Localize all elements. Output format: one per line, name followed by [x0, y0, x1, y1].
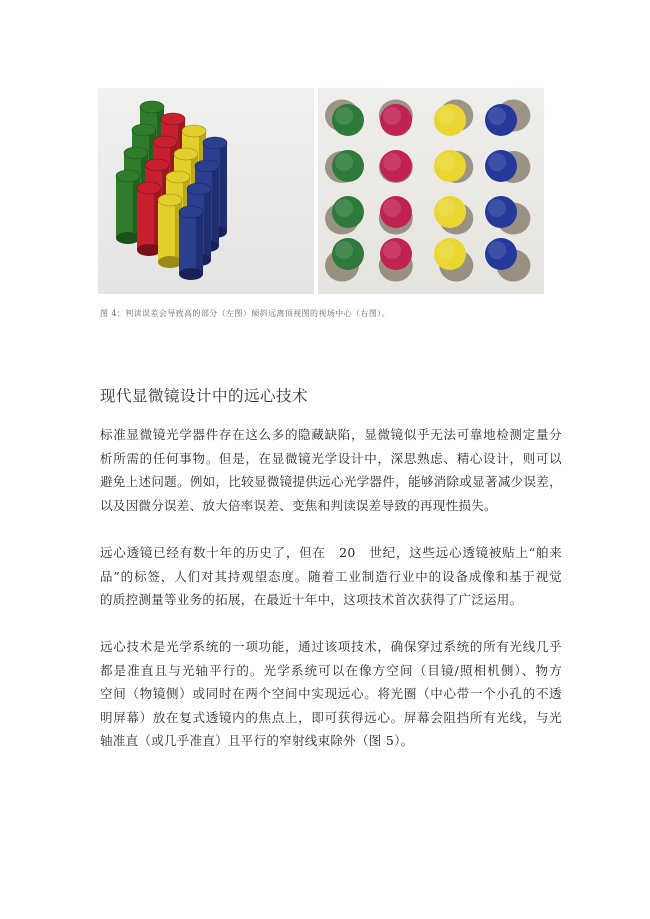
photo-top-view-rods — [318, 88, 544, 294]
paragraph-line: 远心透镜已经有数十年的历史了，但在 20 世纪，这些远心透镜被贴上“舶来 — [100, 545, 562, 560]
rod-end-mark — [485, 238, 530, 282]
rod-end-mark — [325, 150, 364, 183]
paragraph-line: 避免上述问题。例如，比较显微镜提供远心光学器件，能够消除或显著减少误差， — [100, 474, 562, 489]
rod-mark — [137, 182, 161, 256]
top-view-rods-illustration — [318, 88, 544, 294]
rod-end-mark — [485, 99, 530, 136]
rod-end-mark — [434, 99, 473, 136]
paragraph-line: 空间（物镜侧）或同时在两个空间中实现远心。将光圈（中心带一个小孔的不透 — [100, 686, 562, 701]
paragraph-line: 析所需的任何事物。但是，在显微镜光学设计中，深思熟虑、精心设计，则可以 — [100, 450, 562, 466]
rod-end-mark — [379, 99, 413, 136]
paragraph-1 — [100, 423, 562, 517]
paragraph-line: 远心技术是光学系统的一项功能，通过该项技术，确保穿过系统的所有光线几乎 — [100, 639, 562, 654]
rod-end-mark — [325, 196, 364, 235]
rod-end-mark — [379, 196, 413, 235]
paragraph-line: 品”的标签，人们对其持观望态度。随着工业制造行业中的设备成像和基于视觉 — [100, 568, 562, 584]
photo-angled-rods — [98, 88, 314, 294]
section-heading: 现代显微镜设计中的远心技术 — [100, 387, 309, 405]
paragraph-2 — [100, 541, 562, 612]
rod-end-mark — [379, 238, 413, 282]
rod-end-mark — [485, 150, 530, 183]
figure-4 — [98, 88, 544, 294]
angled-rods-illustration — [98, 88, 314, 294]
paragraph-line: 标准显微镜光学器件存在这么多的隐藏缺陷，显微镜似乎无法可靠地检测定量分 — [100, 427, 562, 442]
rod-end-mark — [485, 196, 530, 235]
paragraph-line: 轴准直（或几乎准直）且平行的窄射线束除外（图 5）。 — [100, 733, 414, 748]
paragraph-line: 明屏幕）放在复式透镜内的焦点上，即可获得远心。屏幕会阻挡所有光线，与光 — [100, 709, 562, 725]
rod-end-mark — [434, 196, 473, 235]
rod-end-mark — [325, 238, 364, 282]
rod-end-mark — [434, 150, 473, 183]
rod-end-mark — [379, 150, 413, 183]
paragraph-line: 以及因微分误差、放大倍率误差、变焦和判读误差导致的再现性损失。 — [100, 497, 497, 513]
figure-caption: 图 4：判读误差会导致高的部分（左图）倾斜远离顶视图的视场中心（右图）。 — [100, 309, 391, 318]
rod-mark — [116, 170, 140, 244]
paragraph-3 — [100, 635, 562, 753]
rod-end-mark — [325, 99, 364, 136]
paragraph-line: 的质控测量等业务的拓展，在最近十年中，这项技术首次获得了广泛运用。 — [100, 592, 523, 607]
rod-mark — [179, 206, 203, 280]
rod-mark — [158, 194, 182, 268]
rod-end-mark — [434, 238, 473, 282]
paragraph-line: 都是准直且与光轴平行的。光学系统可以在像方空间（目镜/照相机侧）、物方 — [100, 662, 562, 678]
